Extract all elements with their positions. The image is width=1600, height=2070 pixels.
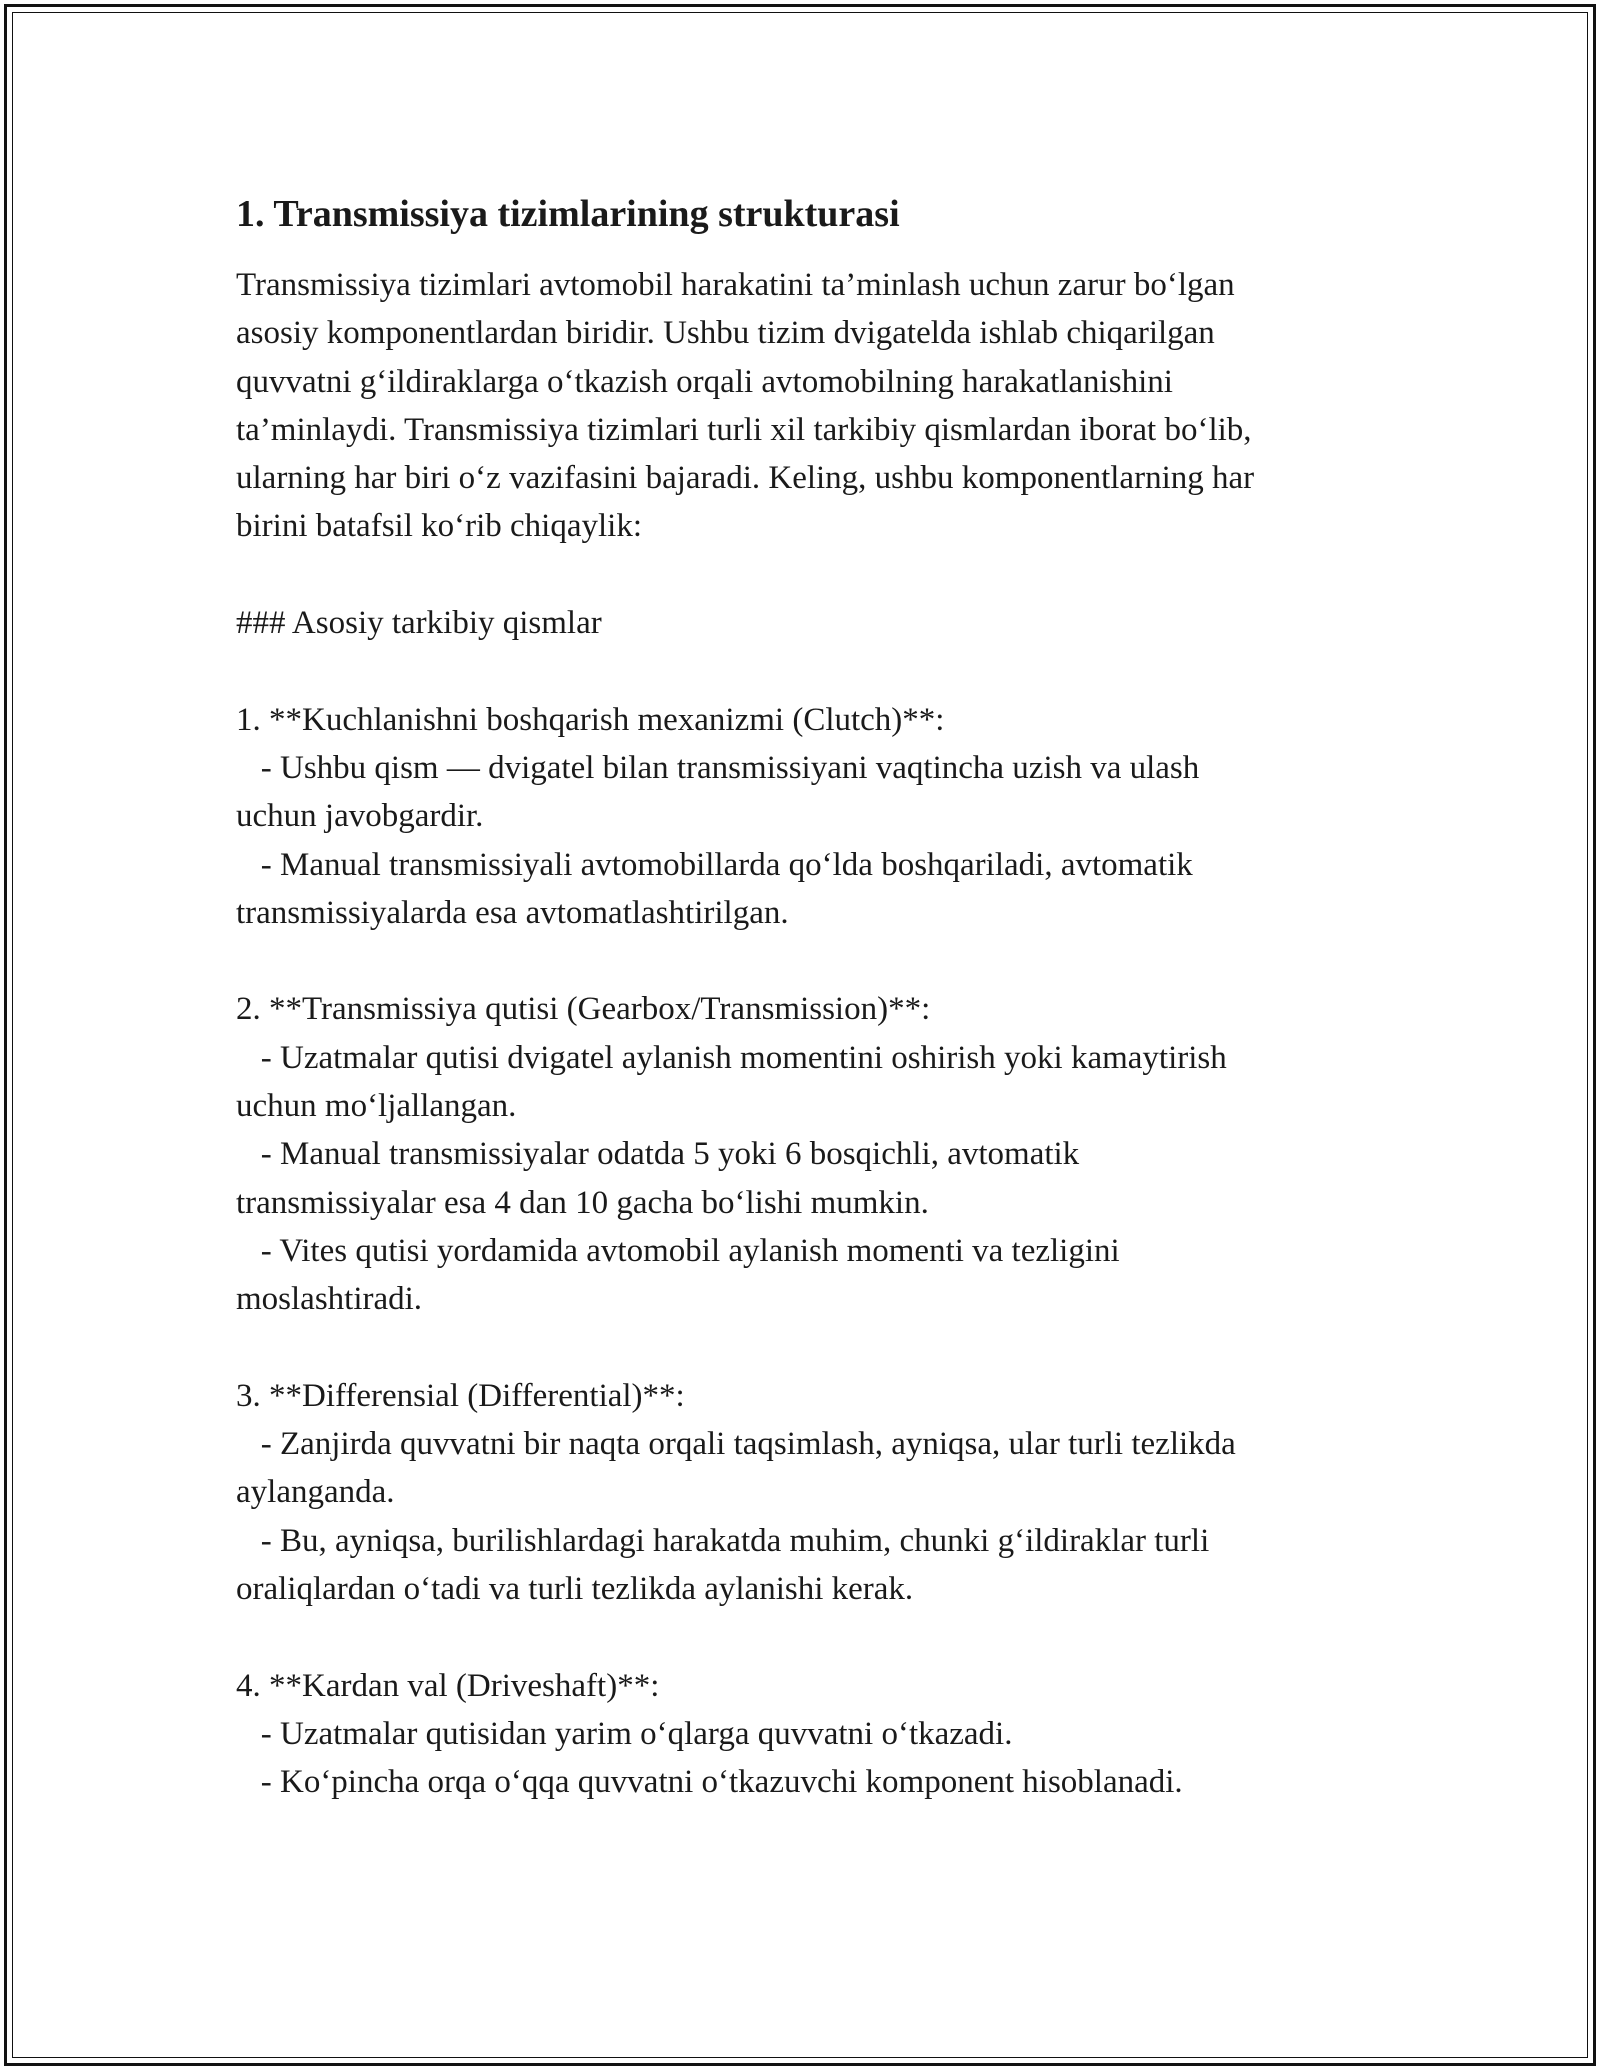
blank-line — [236, 1613, 1386, 1661]
section-line: transmissiyalar esa 4 dan 10 gacha bo‘lishi mumkin. — [236, 1184, 929, 1221]
intro-line: ta’minlaydi. Transmissiya tizimlari turli xil tarkibiy qismlardan iborat bo‘lib, — [236, 411, 1252, 448]
section-driveshaft — [236, 1662, 1386, 1807]
section-line: uchun mo‘ljallangan. — [236, 1088, 517, 1125]
section-line: - Bu, ayniqsa, burilishlardagi harakatda muhim, chunki g‘ildiraklar turli — [236, 1522, 1210, 1559]
section-line: - Vites qutisi yordamida avtomobil aylanish momenti va tezligini — [236, 1232, 1120, 1269]
section-heading: 4. **Kardan val (Driveshaft)**: — [236, 1667, 660, 1704]
section-gearbox — [236, 985, 1386, 1323]
section-heading: 3. **Differensial (Differential)**: — [236, 1377, 685, 1414]
section-line: - Ko‘pincha orqa o‘qqa quvvatni o‘tkazuvchi komponent hisoblanadi. — [236, 1764, 1183, 1801]
blank-line — [236, 937, 1386, 985]
blank-line — [236, 551, 1386, 599]
blank-line — [236, 647, 1386, 695]
intro-line: birini batafsil ko‘rib chiqaylik: — [236, 508, 642, 545]
subheading: ### Asosiy tarkibiy qismlar — [236, 605, 602, 642]
section-line: moslashtiradi. — [236, 1281, 423, 1318]
section-line: uchun javobgardir. — [236, 798, 484, 835]
document-title: 1. Transmissiya tizimlarining strukturasi — [236, 193, 900, 235]
section-line: - Uzatmalar qutisi dvigatel aylanish momentini oshirish yoki kamaytirish — [236, 1039, 1227, 1076]
section-line: - Zanjirda quvvatni bir naqta orqali taqsimlash, ayniqsa, ular turli tezlikda — [236, 1426, 1236, 1463]
section-clutch — [236, 696, 1386, 937]
section-differential — [236, 1372, 1386, 1613]
section-line: transmissiyalarda esa avtomatlashtirilgan. — [236, 894, 789, 931]
intro-line: Transmissiya tizimlari avtomobil harakatini ta’minlash uchun zarur bo‘lgan — [236, 267, 1235, 303]
blank-line — [236, 1324, 1386, 1372]
intro-line: quvvatni g‘ildiraklarga o‘tkazish orqali avtomobilning harakatlanishini — [236, 363, 1173, 400]
section-line: aylanganda. — [236, 1474, 395, 1511]
document-body — [236, 185, 1386, 1807]
intro-line: ularning har biri o‘z vazifasini bajaradi. Keling, ushbu komponentlarning har — [236, 460, 1255, 497]
section-line: oraliqlardan o‘tadi va turli tezlikda aylanishi kerak. — [236, 1571, 914, 1608]
section-heading: 2. **Transmissiya qutisi (Gearbox/Transmission)**: — [236, 991, 931, 1028]
section-line: - Manual transmissiyali avtomobillarda qo‘lda boshqariladi, avtomatik — [236, 846, 1193, 883]
intro-paragraph — [236, 261, 1386, 551]
intro-line: asosiy komponentlardan biridir. Ushbu tizim dvigatelda ishlab chiqarilgan — [236, 315, 1215, 352]
section-heading: 1. **Kuchlanishni boshqarish mexanizmi (Clutch)**: — [236, 701, 945, 738]
section-line: - Uzatmalar qutisidan yarim o‘qlarga quvvatni o‘tkazadi. — [236, 1715, 1013, 1752]
section-line: - Ushbu qism — dvigatel bilan transmissiyani vaqtincha uzish va ulash — [236, 749, 1200, 786]
section-line: - Manual transmissiyalar odatda 5 yoki 6 bosqichli, avtomatik — [236, 1136, 1080, 1173]
